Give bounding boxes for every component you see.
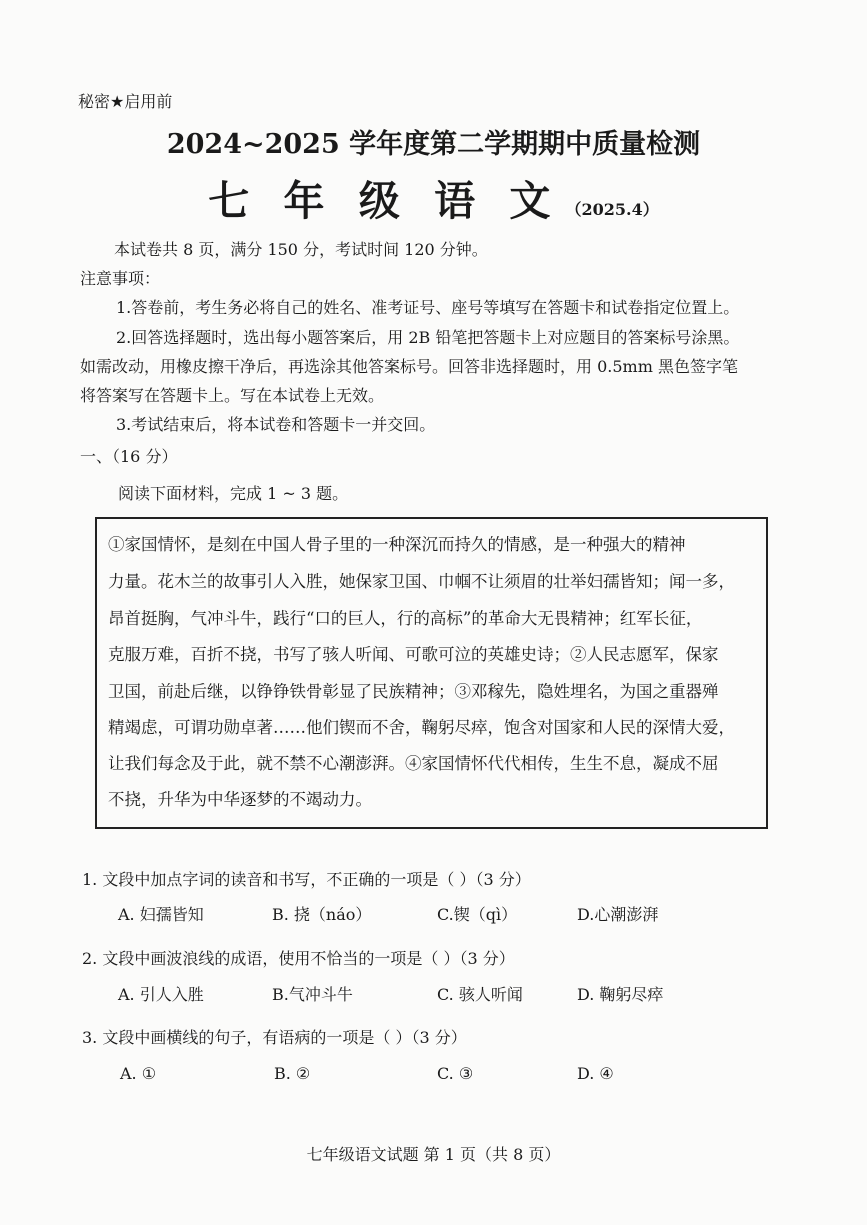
page-footer: 七年级语文试题 第 1 页（共 8 页） bbox=[306, 1145, 561, 1164]
passage-line-7: 让我们每念及于此，就不禁不心潮澎湃。④家国情怀代代相传，生生不息，凝成不屈 bbox=[108, 754, 719, 773]
question-2-option-b: B.气冲斗牛 bbox=[272, 985, 353, 1004]
question-2-option-d: D. 鞠躬尽瘁 bbox=[577, 985, 664, 1004]
question-2-option-a: A. 引人入胜 bbox=[118, 985, 204, 1004]
notice-rule-1: 1.答卷前，考生务必将自己的姓名、准考证号、座号等填写在答题卡和试卷指定位置上。 bbox=[116, 298, 740, 317]
notice-rule-2-line-1: 2.回答选择题时，选出每小题答案后，用 2B 铅笔把答题卡上对应题目的答案标号涂黑。 bbox=[116, 328, 740, 347]
passage-line-8: 不挠，升华为中华逐梦的不竭动力。 bbox=[108, 790, 372, 809]
exam-date: （2025.4） bbox=[565, 200, 659, 219]
exam-summary: 本试卷共 8 页，满分 150 分，考试时间 120 分钟。 bbox=[114, 240, 488, 259]
question-2-stem: 2. 文段中画波浪线的成语，使用不恰当的一项是（ ）（3 分） bbox=[82, 949, 515, 968]
question-1-option-c: C.锲（qì） bbox=[437, 905, 518, 924]
section-1-heading: 一、（16 分） bbox=[80, 447, 178, 466]
passage-line-4: 克服万难，百折不挠，书写了骇人听闻、可歌可泣的英雄史诗；②人民志愿军，保家 bbox=[108, 645, 719, 664]
passage-line-5: 卫国，前赴后继，以铮铮铁骨彰显了民族精神；③邓稼先，隐姓埋名，为国之重器殚 bbox=[108, 682, 719, 701]
passage-line-3: 昂首挺胸，气冲斗牛，践行“口的巨人，行的高标”的革命大无畏精神；红军长征， bbox=[108, 609, 703, 628]
notice-heading: 注意事项： bbox=[80, 269, 161, 288]
notice-rule-2-line-3: 将答案写在答题卡上。写在本试卷上无效。 bbox=[80, 386, 385, 405]
passage-line-2: 力量。花木兰的故事引人入胜，她保家卫国、巾帼不让须眉的壮举妇孺皆知；闻一多， bbox=[108, 572, 735, 591]
question-3-stem: 3. 文段中画横线的句子，有语病的一项是（ ）（3 分） bbox=[82, 1028, 467, 1047]
question-3-option-a: A. ① bbox=[120, 1064, 157, 1083]
subject-heading bbox=[0, 168, 867, 227]
secret-label: 秘密★启用前 bbox=[78, 92, 173, 111]
passage-box bbox=[95, 517, 768, 829]
section-1-instruction: 阅读下面材料，完成 1 ~ 3 题。 bbox=[118, 484, 349, 503]
question-1-stem: 1. 文段中加点字词的读音和书写，不正确的一项是（ ）（3 分） bbox=[82, 870, 531, 889]
passage-line-1: ①家国情怀，是刻在中国人骨子里的一种深沉而持久的情感，是一种强大的精神 bbox=[108, 535, 686, 554]
question-3-option-b: B. ② bbox=[274, 1064, 311, 1083]
notice-rule-2-line-2: 如需改动，用橡皮擦干净后，再选涂其他答案标号。回答非选择题时，用 0.5mm 黑色签字笔 bbox=[80, 357, 738, 376]
notice-rule-3: 3.考试结束后，将本试卷和答题卡一并交回。 bbox=[116, 415, 436, 434]
subject-name: 七 年 级 语 文 bbox=[208, 177, 561, 225]
question-1-option-d: D.心潮澎湃 bbox=[577, 905, 659, 924]
question-3-option-d: D. ④ bbox=[577, 1064, 614, 1083]
exam-title: 2024~2025 学年度第二学期期中质量检测 bbox=[166, 129, 701, 160]
question-1-option-b: B. 挠（náo） bbox=[272, 905, 372, 924]
question-1-option-a: A. 妇孺皆知 bbox=[118, 905, 204, 924]
question-3-option-c: C. ③ bbox=[437, 1064, 474, 1083]
passage-line-6: 精竭虑，可谓功勋卓著……他们锲而不舍，鞠躬尽瘁，饱含对国家和人民的深情大爱， bbox=[108, 718, 735, 737]
question-2-option-c: C. 骇人听闻 bbox=[437, 985, 523, 1004]
